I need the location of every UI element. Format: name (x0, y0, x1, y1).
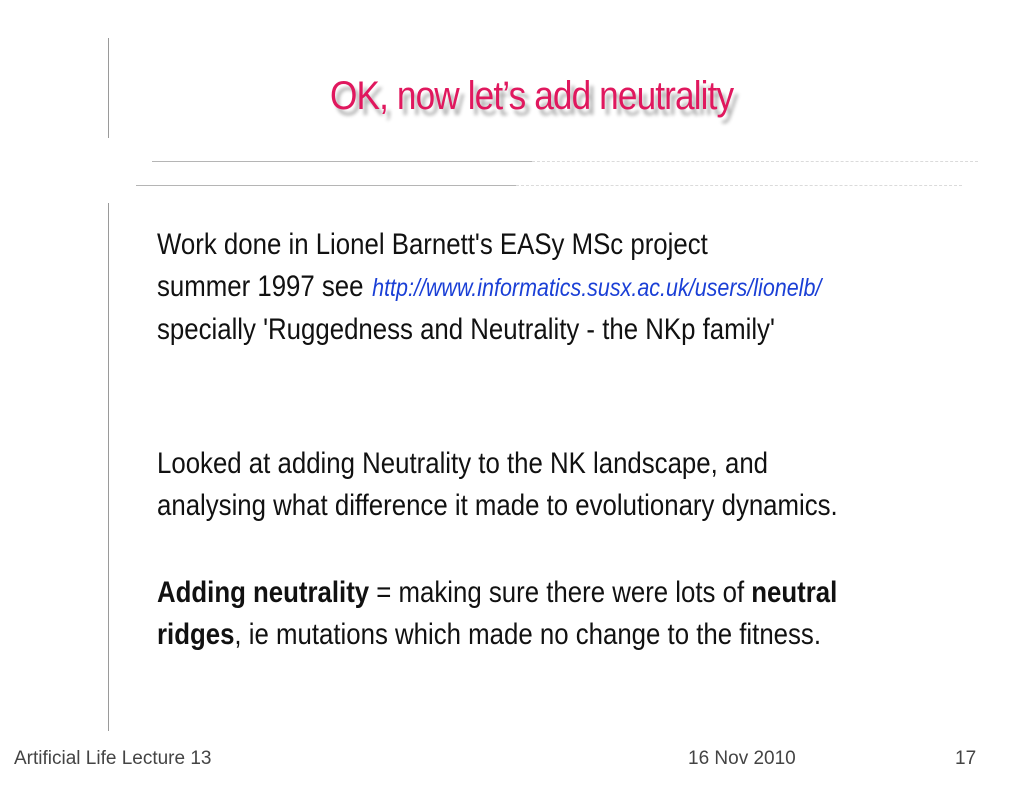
term-adding-neutrality: Adding neutrality (157, 576, 370, 609)
term-neutral: neutral (751, 576, 838, 609)
paragraph-neutrality-nk (157, 443, 838, 527)
slide-title: OK, now let’s add neutrality (330, 74, 734, 118)
paragraph-project-reference (157, 224, 821, 351)
text-line: Work done in Lionel Barnett's EASy MSc project (157, 228, 708, 261)
text-line: analysing what difference it made to evolutionary dynamics. (157, 489, 838, 522)
text-line: specially 'Ruggedness and Neutrality - the NKp family' (157, 313, 775, 346)
text-line (157, 266, 821, 309)
text-line (157, 614, 837, 656)
left-border-line-top (108, 38, 109, 138)
footer-lecture-title: Artificial Life Lecture 13 (14, 748, 212, 769)
left-border-line (108, 203, 109, 731)
term-ridges: ridges (157, 618, 235, 651)
text-fragment: summer 1997 see (157, 270, 364, 303)
text-fragment: , ie mutations which made no change to the fitness. (234, 618, 822, 651)
title-divider-lower (136, 185, 962, 186)
footer-date: 16 Nov 2010 (688, 748, 796, 769)
text-line: Looked at adding Neutrality to the NK landscape, and (157, 447, 769, 480)
paragraph-adding-neutrality-definition (157, 572, 837, 656)
title-divider-upper (152, 161, 978, 162)
text-line (157, 572, 837, 614)
reference-link[interactable]: http://www.informatics.susx.ac.uk/users/lionelb/ (372, 274, 822, 302)
footer-page-number: 17 (955, 748, 977, 769)
text-fragment: = making sure there were lots of (369, 576, 752, 609)
